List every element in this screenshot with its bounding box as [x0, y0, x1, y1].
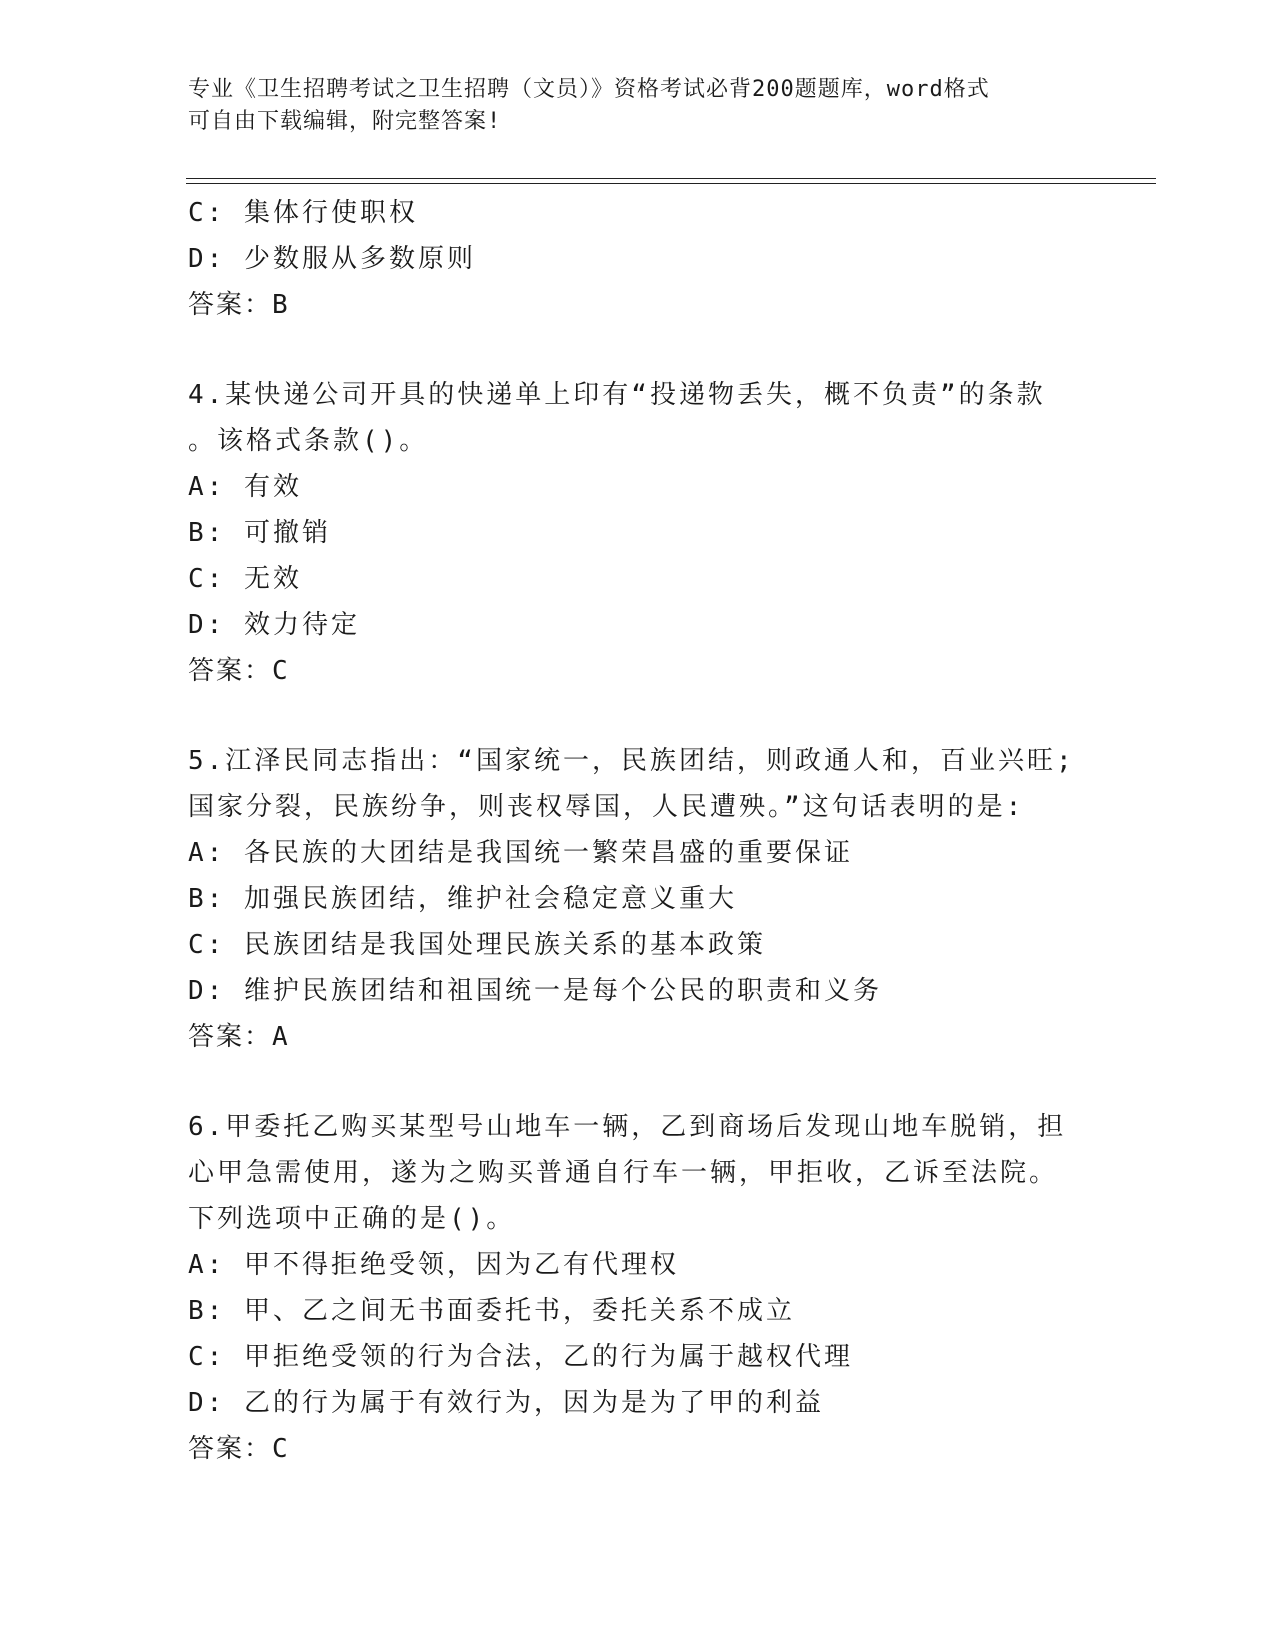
- question-3-continued: [188, 190, 1088, 328]
- answer: 答案：C: [188, 656, 290, 686]
- spacer: [188, 1060, 1088, 1104]
- header-divider-top: [186, 178, 1156, 179]
- option-a: A: 甲不得拒绝受领，因为乙有代理权: [188, 1250, 679, 1280]
- option-c: C: 民族团结是我国处理民族关系的基本政策: [188, 930, 766, 960]
- option-d: D: 效力待定: [188, 610, 360, 640]
- answer: 答案：B: [188, 290, 290, 320]
- question-5: [188, 738, 1088, 1060]
- spacer: [188, 694, 1088, 738]
- header-line-2: 可自由下载编辑，附完整答案!: [188, 109, 502, 134]
- option-d: D: 少数服从多数原则: [188, 244, 476, 274]
- answer: 答案：C: [188, 1434, 290, 1464]
- option-a: A: 有效: [188, 472, 302, 502]
- question-text-line: 心甲急需使用，遂为之购买普通自行车一辆，甲拒收，乙诉至法院。: [188, 1158, 1059, 1188]
- answer: 答案：A: [188, 1022, 290, 1052]
- question-text-line: 。该格式条款()。: [188, 426, 429, 456]
- option-c: C: 甲拒绝受领的行为合法，乙的行为属于越权代理: [188, 1342, 853, 1372]
- header-line-1: 专业《卫生招聘考试之卫生招聘（文员）》资格考试必背200题题库，word格式: [188, 77, 990, 102]
- question-text-line: 5.江泽民同志指出：“国家统一，民族团结，则政通人和，百业兴旺;: [188, 746, 1075, 776]
- question-list: [188, 190, 1088, 1472]
- option-d: D: 乙的行为属于有效行为，因为是为了甲的利益: [188, 1388, 824, 1418]
- question-text-line: 4.某快递公司开具的快递单上印有“投递物丢失，概不负责”的条款: [188, 380, 1046, 410]
- question-6: [188, 1104, 1088, 1472]
- document-header: [188, 74, 1078, 138]
- question-text-line: 下列选项中正确的是()。: [188, 1204, 516, 1234]
- question-4: [188, 372, 1088, 694]
- question-text-line: 6.甲委托乙购买某型号山地车一辆，乙到商场后发现山地车脱销，担: [188, 1112, 1067, 1142]
- option-b: B: 可撤销: [188, 518, 331, 548]
- option-b: B: 甲、乙之间无书面委托书，委托关系不成立: [188, 1296, 795, 1326]
- option-b: B: 加强民族团结，维护社会稳定意义重大: [188, 884, 737, 914]
- header-divider-bottom: [186, 183, 1156, 184]
- option-c: C: 集体行使职权: [188, 198, 418, 228]
- option-a: A: 各民族的大团结是我国统一繁荣昌盛的重要保证: [188, 838, 853, 868]
- spacer: [188, 328, 1088, 372]
- option-d: D: 维护民族团结和祖国统一是每个公民的职责和义务: [188, 976, 882, 1006]
- option-c: C: 无效: [188, 564, 302, 594]
- question-text-line: 国家分裂，民族纷争，则丧权辱国，人民遭殃。”这句话表明的是:: [188, 792, 1025, 822]
